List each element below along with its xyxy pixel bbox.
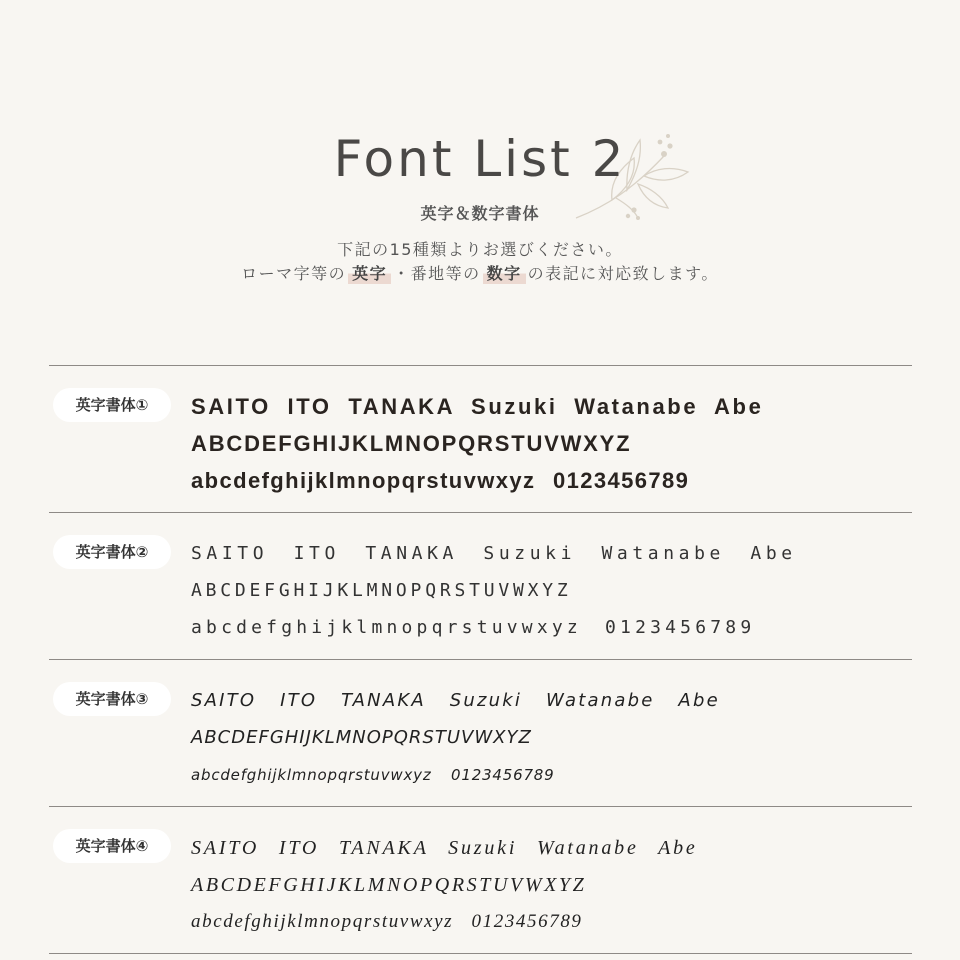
sample-names: SAITO ITO TANAKA Suzuki Watanabe Abe [191,394,764,419]
font-sample [191,539,911,650]
sample-lowercase-digits: abcdefghijklmnopqrstuvwxyz 0123456789 [191,468,690,493]
sample-uppercase: ABCDEFGHIJKLMNOPQRSTUVWXYZ [191,431,632,456]
sample-lowercase-digits: abcdefghijklmnopqrstuvwxyz 0123456789 [191,911,583,932]
sample-names: SAITO ITO TANAKA Suzuki Watanabe Abe [191,690,720,711]
sample-uppercase: ABCDEFGHIJKLMNOPQRSTUVWXYZ [191,727,532,748]
sample-names: SAITO ITO TANAKA Suzuki Watanabe Abe [191,543,797,564]
sample-lowercase-digits: abcdefghijklmnopqrstuvwxyz 0123456789 [191,766,555,784]
sample-uppercase: ABCDEFGHIJKLMNOPQRSTUVWXYZ [191,874,587,896]
font-sample [191,686,911,797]
sample-uppercase: ABCDEFGHIJKLMNOPQRSTUVWXYZ [191,580,572,601]
highlight-alphabet: 英字 [348,261,391,284]
description-text: ・番地等の [393,264,481,283]
font-list [49,365,912,954]
description-text: の表記に対応致します。 [527,264,719,283]
font-sample [191,833,911,944]
sample-lowercase-digits: abcdefghijklmnopqrstuvwxyz 0123456789 [191,617,756,638]
highlight-numbers: 数字 [483,261,526,284]
font-row-4 [49,806,912,954]
description-line-2 [0,261,960,284]
font-label-badge: 英字書体④ [53,829,171,863]
sample-names: SAITO ITO TANAKA Suzuki Watanabe Abe [191,837,698,859]
page-header [0,0,960,330]
font-row-3 [49,659,912,806]
font-label-badge: 英字書体① [53,388,171,422]
font-row-1 [49,365,912,512]
page-subtitle: 英字＆数字書体 [420,204,540,223]
font-label-badge: 英字書体② [53,535,171,569]
font-row-2 [49,512,912,659]
font-sample [191,392,911,503]
description-line-1: 下記の15種類よりお選びください。 [337,240,623,259]
description-text: ローマ字等の [241,264,347,283]
font-label-badge: 英字書体③ [53,682,171,716]
page-title: Font List 2 [333,130,627,188]
